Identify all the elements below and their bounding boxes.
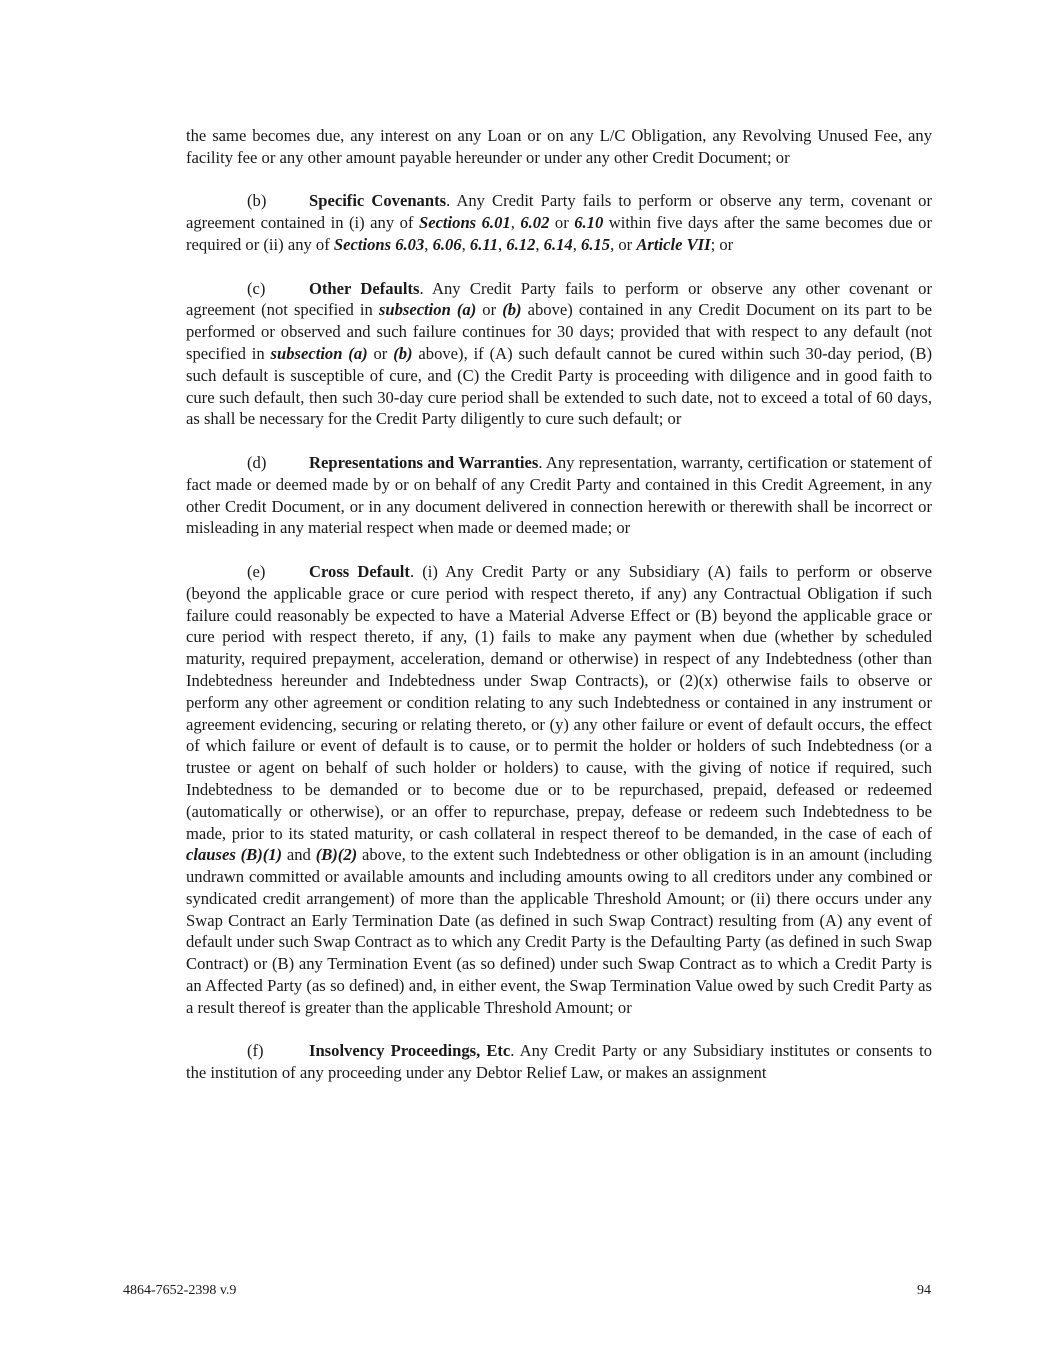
subsection-ref: (b): [393, 343, 413, 363]
paragraph-b: [186, 190, 932, 255]
section-ref: Sections 6.01: [418, 213, 511, 233]
text-run: or: [549, 213, 575, 233]
clause-ref: clauses (B)(1): [186, 845, 283, 865]
section-marker-d: (d): [247, 452, 267, 472]
subsection-ref: (b): [502, 300, 522, 320]
text-run: ,: [572, 234, 582, 254]
clause-ref: (B)(2): [315, 845, 358, 865]
paragraph-c: [186, 278, 932, 431]
paragraph-f: [186, 1040, 932, 1084]
section-marker-f: (f): [247, 1041, 264, 1061]
text-run: ,: [498, 234, 507, 254]
text-run: ,: [461, 234, 470, 254]
section-marker-e: (e): [247, 561, 266, 581]
article-ref: Article VII: [636, 234, 711, 254]
text-run: . Any Credit Party fails to perform or observe any other covenant or agreement (not specified in: [186, 278, 932, 320]
text-run: . Any Credit Party or any Subsidiary institutes or consents to the institution of any proceeding under any Debtor Relief Law, or makes an assignment: [186, 1041, 932, 1083]
section-ref: 6.06: [432, 234, 462, 254]
paragraph-e: [186, 561, 932, 1019]
section-marker-b: (b): [247, 191, 267, 211]
text-run: above), if (A) such default cannot be cured within such 30-day period, (B) such default is susceptible of cure, and (C) the Credit Party is proceeding with diligence and in good faith to cure such default, then such 30-day cure period shall be extended to such date, not to exceed a total of 60 days, as shall be necessary for the Credit Party diligently to cure such default; or: [186, 343, 932, 429]
section-ref: 6.10: [574, 213, 604, 233]
text-run: ,: [535, 234, 544, 254]
text-run: ,: [510, 213, 521, 233]
section-marker-c: (c): [247, 278, 266, 298]
subsection-ref: subsection (a): [270, 343, 368, 363]
text-run: or: [476, 300, 503, 320]
paragraph-intro: [186, 125, 932, 169]
text-run: above) contained in any Credit Document on its part to be performed or observed and such failure continues for 30 days; provided that with respect to any default (not specified in: [186, 300, 932, 363]
section-ref: 6.02: [520, 213, 550, 233]
footer-doc-id: 4864-7652-2398 v.9: [123, 1283, 237, 1298]
heading-other-defaults: Other Defaults: [309, 278, 420, 298]
text-run: . Any Credit Party fails to perform or observe any term, covenant or agreement contained in (i) any of: [186, 191, 932, 233]
text-run: , or: [610, 234, 637, 254]
text-run: or: [367, 343, 394, 363]
heading-specific-covenants: Specific Covenants: [309, 191, 447, 211]
text-run: above, to the extent such Indebtedness or other obligation is in an amount (including undrawn committed or available amounts and including amounts owing to all creditors under any combined or syndicated credit arrangement) of more than the applicable Threshold Amount; or (ii) there occurs under any Swap Contract an Early Termination Date (as defined in such Swap Contract) resulting from (A) any event of default under such Swap Contract as to which any Credit Party is the Defaulting Party (as defined in such Swap Contract) or (B) any Termination Event (as so defined) under such Swap Contract as to which a Credit Party is an Affected Party (as so defined) and, in either event, the Swap Termination Value owed by such Credit Party as a result thereof is greater than the applicable Threshold Amount; or: [186, 845, 932, 1017]
heading-representations-and-warranties: Representations and Warranties: [309, 452, 539, 472]
text-run: . Any representation, warranty, certification or statement of fact made or deemed made by or on behalf of any Credit Party and contained in this Credit Agreement, in any other Credit Document, or in any document delivered in connection herewith or therewith shall be incorrect or misleading in any material respect when made or deemed made; or: [186, 452, 932, 538]
footer-page-number: 94: [917, 1283, 931, 1298]
section-ref: 6.14: [543, 234, 573, 254]
heading-cross-default: Cross Default: [309, 561, 410, 581]
section-ref: Sections 6.03: [333, 234, 425, 254]
paragraph-d: [186, 452, 932, 539]
text-run: ,: [424, 234, 433, 254]
section-ref: 6.12: [506, 234, 536, 254]
heading-insolvency-proceedings: Insolvency Proceedings, Etc: [309, 1041, 511, 1061]
text-run: . (i) Any Credit Party or any Subsidiary (A) fails to perform or observe (beyond the applicable grace or cure period with respect thereto, if any) any Contractual Obligation if such failure could reasonably be expected to have a Material Adverse Effect or (B) beyond the applicable grace or cure period with respect thereto, if any, (1) fails to make any payment when due (whether by scheduled maturity, required prepayment, acceleration, demand or otherwise) in respect of any Indebtedness (other than Indebtedness hereunder and Indebtedness under Swap Contracts), or (2)(x) otherwise fails to observe or perform any other agreement or condition relating to any such Indebtedness or contained in any instrument or agreement evidencing, securing or relating thereto, or (y) any other failure or event of default occurs, the effect of which failure or event of default is to cause, or to permit the holder or holders of such Indebtedness (or a trustee or agent on behalf of such holder or holders) to cause, with the giving of notice if required, such Indebtedness to be demanded or to become due or to be repurchased, prepaid, defeased or redeemed (automatically or otherwise), or an offer to repurchase, prepay, defease or redeem such Indebtedness to be made, prior to its stated maturity, or cash collateral in respect thereof to be demanded, in the case of each of: [186, 561, 932, 843]
subsection-ref: subsection (a): [378, 300, 477, 320]
section-ref: 6.11: [469, 234, 499, 254]
intro-text: the same becomes due, any interest on any Loan or on any L/C Obligation, any Revolving Unused Fee, any facility fee or any other amount payable hereunder or under any other Credit Document; or: [186, 126, 932, 167]
section-ref: 6.15: [581, 234, 611, 254]
text-run: ; or: [710, 234, 734, 254]
text-run: and: [282, 845, 316, 865]
document-body: [186, 125, 932, 1106]
text-run: within five days after the same becomes due or required or (ii) any of: [186, 213, 933, 254]
